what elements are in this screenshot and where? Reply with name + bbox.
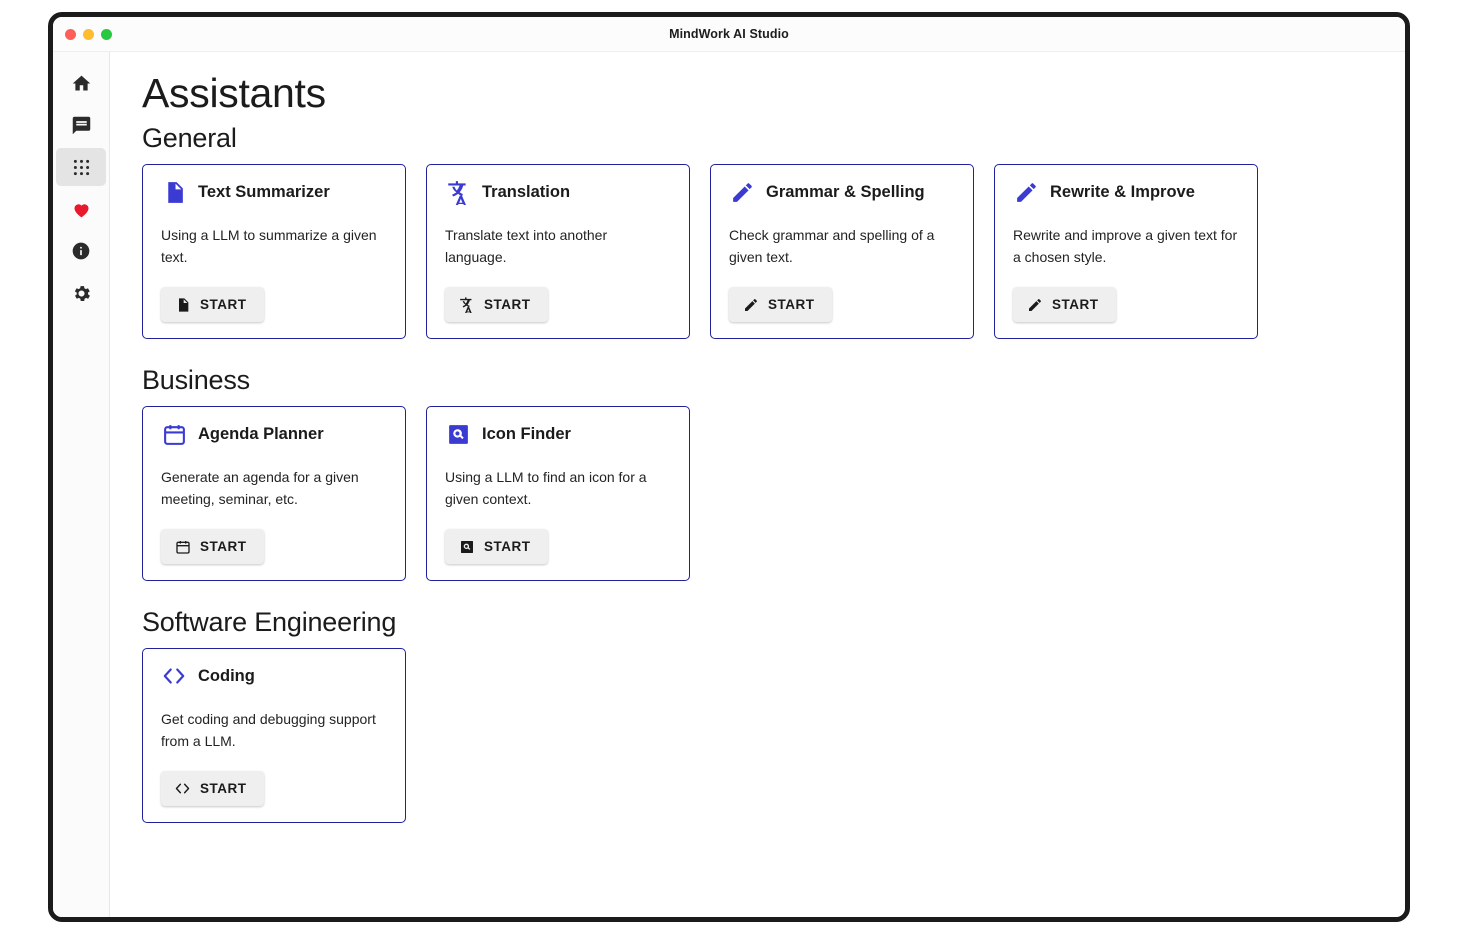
start-button[interactable] xyxy=(445,529,548,564)
sidebar-item-home[interactable] xyxy=(56,64,106,102)
sidebar-item-settings[interactable] xyxy=(56,274,106,312)
assistant-card-text-summarizer[interactable] xyxy=(142,164,406,339)
image-search-icon xyxy=(445,421,471,447)
chat-icon xyxy=(71,115,92,136)
start-button[interactable] xyxy=(729,287,832,322)
image-search-icon xyxy=(458,538,475,555)
section-business xyxy=(142,365,1377,581)
window-title: MindWork AI Studio xyxy=(669,27,789,41)
heart-icon xyxy=(71,199,92,220)
start-button-label: START xyxy=(200,781,247,796)
page-title: Assistants xyxy=(142,70,326,116)
start-button-label: START xyxy=(1052,297,1099,312)
card-description: Check grammar and spelling of a given text. xyxy=(729,227,935,265)
pencil-icon xyxy=(1013,179,1039,205)
card-header xyxy=(161,663,387,689)
card-header xyxy=(161,421,387,447)
pencil-icon xyxy=(742,296,759,313)
section-title: General xyxy=(142,123,237,153)
card-description: Using a LLM to find an icon for a given context. xyxy=(445,469,647,507)
start-button-label: START xyxy=(484,297,531,312)
card-title: Agenda Planner xyxy=(198,424,324,443)
assistant-card-coding[interactable] xyxy=(142,648,406,823)
window-controls xyxy=(65,17,112,51)
card-header xyxy=(445,179,671,205)
pencil-icon xyxy=(1026,296,1043,313)
info-icon xyxy=(71,241,91,261)
section-title: Business xyxy=(142,365,250,395)
section-general xyxy=(142,123,1377,339)
start-button-label: START xyxy=(768,297,815,312)
section-software-engineering xyxy=(142,607,1377,823)
close-window-button[interactable] xyxy=(65,29,76,40)
home-icon xyxy=(71,73,92,94)
assistant-card-row xyxy=(142,406,1377,581)
main-content xyxy=(110,52,1405,917)
card-title: Coding xyxy=(198,666,255,685)
assistant-card-grammar-spelling[interactable] xyxy=(710,164,974,339)
assistant-card-translation[interactable] xyxy=(426,164,690,339)
translate-icon xyxy=(445,179,471,205)
title-bar xyxy=(53,17,1405,52)
minimize-window-button[interactable] xyxy=(83,29,94,40)
card-title: Text Summarizer xyxy=(198,182,330,201)
assistant-card-rewrite-improve[interactable] xyxy=(994,164,1258,339)
sidebar-navigation xyxy=(53,52,110,917)
sidebar-item-favorites[interactable] xyxy=(56,190,106,228)
assistant-card-row xyxy=(142,164,1377,339)
code-brackets-icon xyxy=(161,663,187,689)
assistant-card-icon-finder[interactable] xyxy=(426,406,690,581)
card-description: Rewrite and improve a given text for a chosen style. xyxy=(1013,227,1238,265)
start-button-label: START xyxy=(200,297,247,312)
code-brackets-icon xyxy=(174,780,191,797)
card-header xyxy=(729,179,955,205)
start-button[interactable] xyxy=(161,287,264,322)
window-body xyxy=(53,52,1405,917)
calendar-icon xyxy=(174,538,191,555)
apps-grid-icon xyxy=(71,157,92,178)
assistant-card-row xyxy=(142,648,1377,823)
start-button[interactable] xyxy=(161,529,264,564)
card-header xyxy=(445,421,671,447)
card-title: Icon Finder xyxy=(482,424,571,443)
start-button[interactable] xyxy=(445,287,548,322)
card-title: Grammar & Spelling xyxy=(766,182,925,201)
document-text-icon xyxy=(161,179,187,205)
calendar-icon xyxy=(161,421,187,447)
card-description: Using a LLM to summarize a given text. xyxy=(161,227,377,265)
gear-icon xyxy=(71,283,92,304)
card-description: Translate text into another language. xyxy=(445,227,608,265)
card-header xyxy=(1013,179,1239,205)
card-title: Translation xyxy=(482,182,571,201)
application-window xyxy=(48,12,1410,922)
start-button[interactable] xyxy=(1013,287,1116,322)
card-description: Generate an agenda for a given meeting, seminar, etc. xyxy=(161,469,359,507)
start-button-label: START xyxy=(484,539,531,554)
start-button[interactable] xyxy=(161,771,264,806)
start-button-label: START xyxy=(200,539,247,554)
section-title: Software Engineering xyxy=(142,607,397,637)
sidebar-item-assistants[interactable] xyxy=(56,148,106,186)
card-description: Get coding and debugging support from a LLM. xyxy=(161,711,376,749)
card-header xyxy=(161,179,387,205)
pencil-icon xyxy=(729,179,755,205)
sidebar-item-about[interactable] xyxy=(56,232,106,270)
translate-icon xyxy=(458,296,475,313)
sidebar-item-chat[interactable] xyxy=(56,106,106,144)
document-text-icon xyxy=(174,296,191,313)
card-title: Rewrite & Improve xyxy=(1050,182,1195,201)
assistant-card-agenda-planner[interactable] xyxy=(142,406,406,581)
maximize-window-button[interactable] xyxy=(101,29,112,40)
